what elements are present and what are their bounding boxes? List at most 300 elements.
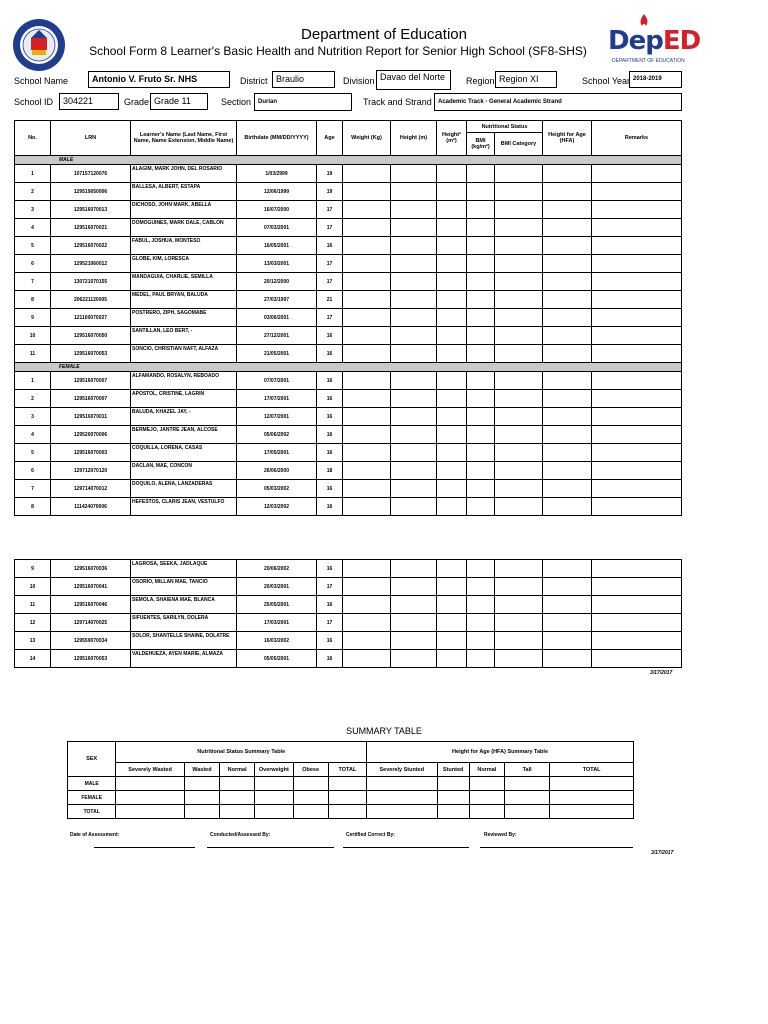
height-cell[interactable] <box>391 632 437 650</box>
summary-value-cell[interactable] <box>220 777 255 791</box>
bmi-category-cell[interactable] <box>495 444 543 462</box>
weight-cell[interactable] <box>343 408 391 426</box>
bmi-cell[interactable] <box>467 273 495 291</box>
learner-birthdate: 07/07/2001 <box>237 372 317 390</box>
learner-age: 19 <box>317 165 343 183</box>
bmi-category-cell[interactable] <box>495 596 543 614</box>
learner-age: 16 <box>317 372 343 390</box>
weight-cell[interactable] <box>343 614 391 632</box>
hfa-cell[interactable] <box>543 560 592 578</box>
height-squared-cell[interactable] <box>437 165 467 183</box>
remarks-cell[interactable] <box>592 255 682 273</box>
bmi-cell[interactable] <box>467 327 495 345</box>
height-cell[interactable] <box>391 596 437 614</box>
grade-field[interactable]: Grade 11 <box>150 93 208 110</box>
height-cell[interactable] <box>391 219 437 237</box>
height-cell[interactable] <box>391 614 437 632</box>
height-squared-cell[interactable] <box>437 462 467 480</box>
summary-value-cell[interactable] <box>469 791 504 805</box>
bmi-cell[interactable] <box>467 237 495 255</box>
bmi-cell[interactable] <box>467 408 495 426</box>
learner-age: 17 <box>317 201 343 219</box>
height-squared-cell[interactable] <box>437 273 467 291</box>
learner-no: 7 <box>15 273 51 291</box>
section-label: Section <box>221 97 252 107</box>
summary-value-cell[interactable] <box>293 777 328 791</box>
bmi-cell[interactable] <box>467 219 495 237</box>
weight-cell[interactable] <box>343 291 391 309</box>
bmi-category-cell[interactable] <box>495 632 543 650</box>
bmi-cell[interactable] <box>467 632 495 650</box>
height-squared-cell[interactable] <box>437 426 467 444</box>
learner-no: 5 <box>15 444 51 462</box>
learner-name: LAGROSA, SEEKA, JADLAQUE <box>131 560 237 578</box>
summary-value-cell[interactable] <box>437 791 469 805</box>
certified-by-label: Certified Correct By: <box>346 832 395 838</box>
bmi-category-cell[interactable] <box>495 291 543 309</box>
bmi-cell[interactable] <box>467 255 495 273</box>
hfa-cell[interactable] <box>543 291 592 309</box>
summary-value-cell[interactable] <box>328 805 366 819</box>
weight-cell[interactable] <box>343 273 391 291</box>
summary-value-cell[interactable] <box>255 777 293 791</box>
weight-cell[interactable] <box>343 345 391 363</box>
remarks-cell[interactable] <box>592 372 682 390</box>
height-squared-cell[interactable] <box>437 480 467 498</box>
bmi-category-cell[interactable] <box>495 390 543 408</box>
remarks-cell[interactable] <box>592 426 682 444</box>
conducted-signature-line[interactable] <box>207 847 334 848</box>
col-bmi-category: BMI Category <box>495 133 543 156</box>
height-squared-cell[interactable] <box>437 614 467 632</box>
summary-value-cell[interactable] <box>116 777 184 791</box>
hfa-cell[interactable] <box>543 327 592 345</box>
learner-lrn: 129516070003 <box>51 444 131 462</box>
learner-age: 16 <box>317 596 343 614</box>
bmi-cell[interactable] <box>467 444 495 462</box>
height-squared-cell[interactable] <box>437 345 467 363</box>
bmi-category-cell[interactable] <box>495 255 543 273</box>
table-row <box>15 444 682 462</box>
summary-value-cell[interactable] <box>328 791 366 805</box>
learner-birthdate: 12/06/1999 <box>237 183 317 201</box>
height-cell[interactable] <box>391 372 437 390</box>
height-cell[interactable] <box>391 650 437 668</box>
hfa-cell[interactable] <box>543 255 592 273</box>
height-squared-cell[interactable] <box>437 578 467 596</box>
learner-lrn: 129516070046 <box>51 596 131 614</box>
summary-value-cell[interactable] <box>504 791 549 805</box>
weight-cell[interactable] <box>343 183 391 201</box>
table-row <box>15 614 682 632</box>
learner-no: 1 <box>15 372 51 390</box>
weight-cell[interactable] <box>343 372 391 390</box>
remarks-cell[interactable] <box>592 165 682 183</box>
summary-value-cell[interactable] <box>220 805 255 819</box>
learner-age: 17 <box>317 578 343 596</box>
remarks-cell[interactable] <box>592 578 682 596</box>
height-cell[interactable] <box>391 408 437 426</box>
bmi-category-cell[interactable] <box>495 650 543 668</box>
height-squared-cell[interactable] <box>437 498 467 516</box>
summary-value-cell[interactable] <box>550 777 634 791</box>
remarks-cell[interactable] <box>592 273 682 291</box>
summary-value-cell[interactable] <box>437 777 469 791</box>
bmi-cell[interactable] <box>467 165 495 183</box>
school-name-field[interactable]: Antonio V. Fruto Sr. NHS <box>88 71 230 88</box>
learner-name: SOLOR, SHANTELLE SHAINE, DOLATRE <box>131 632 237 650</box>
table-row <box>15 219 682 237</box>
height-squared-cell[interactable] <box>437 201 467 219</box>
bmi-category-cell[interactable] <box>495 273 543 291</box>
summary-value-cell[interactable] <box>328 777 366 791</box>
bmi-category-cell[interactable] <box>495 426 543 444</box>
summary-value-cell[interactable] <box>550 791 634 805</box>
summary-sex-label: TOTAL <box>68 805 116 819</box>
bmi-category-cell[interactable] <box>495 201 543 219</box>
date-signature-line[interactable] <box>94 847 195 848</box>
weight-cell[interactable] <box>343 560 391 578</box>
summary-value-cell[interactable] <box>184 791 219 805</box>
hfa-cell[interactable] <box>543 201 592 219</box>
table-row <box>15 408 682 426</box>
height-squared-cell[interactable] <box>437 372 467 390</box>
hfa-cell[interactable] <box>543 444 592 462</box>
table-row <box>15 201 682 219</box>
hfa-cell[interactable] <box>543 408 592 426</box>
learner-no: 8 <box>15 498 51 516</box>
col-nutritional-status: Nutritional Status <box>467 121 543 133</box>
hfa-cell[interactable] <box>543 237 592 255</box>
summary-value-cell[interactable] <box>255 791 293 805</box>
remarks-cell[interactable] <box>592 614 682 632</box>
learner-name: DOQUILO, ALENA, LANZADERAS <box>131 480 237 498</box>
bmi-category-cell[interactable] <box>495 408 543 426</box>
summary-value-cell[interactable] <box>367 805 437 819</box>
remarks-cell[interactable] <box>592 462 682 480</box>
learners-table-continued <box>14 559 682 668</box>
weight-cell[interactable] <box>343 327 391 345</box>
reviewed-signature-line[interactable] <box>480 847 633 848</box>
bmi-cell[interactable] <box>467 345 495 363</box>
deped-logo-subtitle: DEPARTMENT OF EDUCATION <box>612 58 685 64</box>
weight-cell[interactable] <box>343 309 391 327</box>
weight-cell[interactable] <box>343 201 391 219</box>
learner-lrn: 129519050006 <box>51 183 131 201</box>
summary-value-cell[interactable] <box>184 777 219 791</box>
learner-no: 6 <box>15 255 51 273</box>
hfa-cell[interactable] <box>543 650 592 668</box>
bmi-cell[interactable] <box>467 650 495 668</box>
learner-name: BERMEJO, JANTRE JEAN, ALCOSE <box>131 426 237 444</box>
remarks-cell[interactable] <box>592 560 682 578</box>
weight-cell[interactable] <box>343 237 391 255</box>
summary-value-cell[interactable] <box>184 805 219 819</box>
height-cell[interactable] <box>391 462 437 480</box>
hfa-cell[interactable] <box>543 372 592 390</box>
learner-birthdate: 13/03/2001 <box>237 255 317 273</box>
learner-age: 16 <box>317 345 343 363</box>
remarks-cell[interactable] <box>592 498 682 516</box>
remarks-cell[interactable] <box>592 650 682 668</box>
bmi-category-cell[interactable] <box>495 462 543 480</box>
region-label: Region <box>466 76 495 86</box>
height-cell[interactable] <box>391 498 437 516</box>
bmi-cell[interactable] <box>467 614 495 632</box>
summary-value-cell[interactable] <box>293 791 328 805</box>
summary-value-cell[interactable] <box>504 777 549 791</box>
hfa-cell[interactable] <box>543 596 592 614</box>
remarks-cell[interactable] <box>592 444 682 462</box>
table-row <box>15 309 682 327</box>
learners-table <box>14 120 682 516</box>
weight-cell[interactable] <box>343 480 391 498</box>
height-cell[interactable] <box>391 480 437 498</box>
hfa-cell[interactable] <box>543 632 592 650</box>
learner-name: GLOBE, KIM, LORESCA <box>131 255 237 273</box>
table-row <box>15 327 682 345</box>
summary-row <box>68 777 634 791</box>
learner-lrn: 129714070012 <box>51 480 131 498</box>
division-field[interactable]: Davao del Norte <box>376 70 451 90</box>
bmi-category-cell[interactable] <box>495 498 543 516</box>
learner-name: ALFAMANDO, ROSALYN, REBOADO <box>131 372 237 390</box>
bmi-category-cell[interactable] <box>495 165 543 183</box>
remarks-cell[interactable] <box>592 345 682 363</box>
table-row <box>15 462 682 480</box>
school-year-field[interactable]: 2018-2019 <box>629 71 682 88</box>
height-cell[interactable] <box>391 255 437 273</box>
height-cell[interactable] <box>391 345 437 363</box>
summary-value-cell[interactable] <box>116 805 184 819</box>
school-id-field[interactable]: 304221 <box>59 93 119 110</box>
learner-no: 5 <box>15 237 51 255</box>
hfa-cell[interactable] <box>543 578 592 596</box>
bmi-cell[interactable] <box>467 578 495 596</box>
learner-name: DICHOSO, JOHN MARK, ABELLA <box>131 201 237 219</box>
remarks-cell[interactable] <box>592 183 682 201</box>
height-squared-cell[interactable] <box>437 237 467 255</box>
col-height: Height (m) <box>391 121 437 156</box>
remarks-cell[interactable] <box>592 390 682 408</box>
bmi-cell[interactable] <box>467 426 495 444</box>
learner-birthdate: 20/12/2000 <box>237 273 317 291</box>
height-squared-cell[interactable] <box>437 309 467 327</box>
remarks-cell[interactable] <box>592 201 682 219</box>
bmi-cell[interactable] <box>467 291 495 309</box>
height-cell[interactable] <box>391 201 437 219</box>
bmi-cell[interactable] <box>467 390 495 408</box>
learner-age: 16 <box>317 444 343 462</box>
bmi-cell[interactable] <box>467 183 495 201</box>
summary-value-cell[interactable] <box>220 791 255 805</box>
height-cell[interactable] <box>391 273 437 291</box>
height-cell[interactable] <box>391 444 437 462</box>
height-squared-cell[interactable] <box>437 183 467 201</box>
summary-value-cell[interactable] <box>550 805 634 819</box>
height-squared-cell[interactable] <box>437 632 467 650</box>
table-row <box>15 237 682 255</box>
learner-age: 16 <box>317 498 343 516</box>
height-squared-cell[interactable] <box>437 650 467 668</box>
learner-lrn: 129521060012 <box>51 255 131 273</box>
weight-cell[interactable] <box>343 462 391 480</box>
learner-name: DOMOGUINES, MARK DALE, CABLON <box>131 219 237 237</box>
learner-age: 21 <box>317 291 343 309</box>
learner-lrn: 129516070022 <box>51 237 131 255</box>
height-squared-cell[interactable] <box>437 408 467 426</box>
region-field[interactable]: Region XI <box>495 71 557 88</box>
learner-birthdate: 1/03/2999 <box>237 165 317 183</box>
learner-name: ALAGIM, MARK JOHN, DEL ROSARIO <box>131 165 237 183</box>
district-field[interactable]: Braulio <box>272 71 335 88</box>
hfa-cell[interactable] <box>543 273 592 291</box>
summary-value-cell[interactable] <box>504 805 549 819</box>
remarks-cell[interactable] <box>592 596 682 614</box>
bmi-category-cell[interactable] <box>495 237 543 255</box>
hfa-cell[interactable] <box>543 480 592 498</box>
remarks-cell[interactable] <box>592 632 682 650</box>
remarks-cell[interactable] <box>592 408 682 426</box>
bmi-cell[interactable] <box>467 372 495 390</box>
learner-birthdate: 05/05/2001 <box>237 650 317 668</box>
bmi-cell[interactable] <box>467 462 495 480</box>
hfa-cell[interactable] <box>543 309 592 327</box>
hfa-cell[interactable] <box>543 614 592 632</box>
summary-value-cell[interactable] <box>255 805 293 819</box>
learner-name: POSTRERO, ZIPH, SAGOMABE <box>131 309 237 327</box>
summary-value-cell[interactable] <box>437 805 469 819</box>
learner-name: COQUILLA, LORENA, CASAS <box>131 444 237 462</box>
weight-cell[interactable] <box>343 498 391 516</box>
learner-lrn: 129516070021 <box>51 219 131 237</box>
height-squared-cell[interactable] <box>437 560 467 578</box>
hfa-cell[interactable] <box>543 219 592 237</box>
learner-lrn: 129516070050 <box>51 327 131 345</box>
height-squared-cell[interactable] <box>437 596 467 614</box>
height-squared-cell[interactable] <box>437 291 467 309</box>
height-cell[interactable] <box>391 426 437 444</box>
date-of-assessment-label: Date of Assessment: <box>70 832 120 838</box>
bmi-category-cell[interactable] <box>495 480 543 498</box>
learner-age: 16 <box>317 327 343 345</box>
hfa-cell[interactable] <box>543 498 592 516</box>
bmi-cell[interactable] <box>467 498 495 516</box>
height-cell[interactable] <box>391 578 437 596</box>
learner-lrn: 206221120005 <box>51 291 131 309</box>
bmi-category-cell[interactable] <box>495 327 543 345</box>
bmi-category-cell[interactable] <box>495 560 543 578</box>
remarks-cell[interactable] <box>592 327 682 345</box>
track-field[interactable]: Academic Track - General Academic Strand <box>434 93 682 111</box>
bmi-cell[interactable] <box>467 309 495 327</box>
summary-nut-col: Severely Wasted <box>116 763 184 777</box>
weight-cell[interactable] <box>343 390 391 408</box>
remarks-cell[interactable] <box>592 480 682 498</box>
learner-lrn: 129520070006 <box>51 426 131 444</box>
height-cell[interactable] <box>391 237 437 255</box>
bmi-category-cell[interactable] <box>495 578 543 596</box>
summary-value-cell[interactable] <box>367 791 437 805</box>
col-age: Age <box>317 121 343 156</box>
height-cell[interactable] <box>391 165 437 183</box>
weight-cell[interactable] <box>343 444 391 462</box>
bmi-category-cell[interactable] <box>495 614 543 632</box>
weight-cell[interactable] <box>343 578 391 596</box>
height-cell[interactable] <box>391 183 437 201</box>
summary-value-cell[interactable] <box>293 805 328 819</box>
height-squared-cell[interactable] <box>437 327 467 345</box>
summary-value-cell[interactable] <box>469 777 504 791</box>
height-cell[interactable] <box>391 291 437 309</box>
bmi-cell[interactable] <box>467 560 495 578</box>
hfa-cell[interactable] <box>543 345 592 363</box>
bmi-category-cell[interactable] <box>495 372 543 390</box>
weight-cell[interactable] <box>343 255 391 273</box>
table-row <box>15 632 682 650</box>
male-section-header: MALE <box>15 156 682 165</box>
bmi-cell[interactable] <box>467 480 495 498</box>
learner-age: 17 <box>317 273 343 291</box>
height-cell[interactable] <box>391 309 437 327</box>
summary-row <box>68 805 634 819</box>
bmi-category-cell[interactable] <box>495 309 543 327</box>
height-cell[interactable] <box>391 390 437 408</box>
hfa-cell[interactable] <box>543 165 592 183</box>
table-row <box>15 345 682 363</box>
bmi-category-cell[interactable] <box>495 219 543 237</box>
summary-hfa-header: Height for Age (HFA) Summary Table <box>367 742 634 763</box>
remarks-cell[interactable] <box>592 309 682 327</box>
bmi-cell[interactable] <box>467 596 495 614</box>
bmi-category-cell[interactable] <box>495 183 543 201</box>
height-squared-cell[interactable] <box>437 390 467 408</box>
height-squared-cell[interactable] <box>437 255 467 273</box>
height-cell[interactable] <box>391 327 437 345</box>
conducted-by-label: Conducted/Assessed By: <box>210 832 271 838</box>
weight-cell[interactable] <box>343 632 391 650</box>
section-field[interactable]: Durian <box>254 93 352 111</box>
hfa-cell[interactable] <box>543 462 592 480</box>
weight-cell[interactable] <box>343 165 391 183</box>
height-squared-cell[interactable] <box>437 219 467 237</box>
hfa-cell[interactable] <box>543 183 592 201</box>
summary-value-cell[interactable] <box>367 777 437 791</box>
table-row <box>15 183 682 201</box>
height-squared-cell[interactable] <box>437 444 467 462</box>
remarks-cell[interactable] <box>592 237 682 255</box>
hfa-cell[interactable] <box>543 390 592 408</box>
bmi-category-cell[interactable] <box>495 345 543 363</box>
weight-cell[interactable] <box>343 219 391 237</box>
remarks-cell[interactable] <box>592 291 682 309</box>
learner-age: 16 <box>317 480 343 498</box>
remarks-cell[interactable] <box>592 219 682 237</box>
bmi-cell[interactable] <box>467 201 495 219</box>
weight-cell[interactable] <box>343 596 391 614</box>
summary-value-cell[interactable] <box>469 805 504 819</box>
summary-nut-col: TOTAL <box>328 763 366 777</box>
school-year-label: School Year <box>582 76 631 86</box>
certified-signature-line[interactable] <box>343 847 469 848</box>
weight-cell[interactable] <box>343 650 391 668</box>
summary-value-cell[interactable] <box>116 791 184 805</box>
weight-cell[interactable] <box>343 426 391 444</box>
hfa-cell[interactable] <box>543 426 592 444</box>
learner-birthdate: 21/05/2001 <box>237 345 317 363</box>
learner-birthdate: 26/06/2000 <box>237 462 317 480</box>
height-cell[interactable] <box>391 560 437 578</box>
